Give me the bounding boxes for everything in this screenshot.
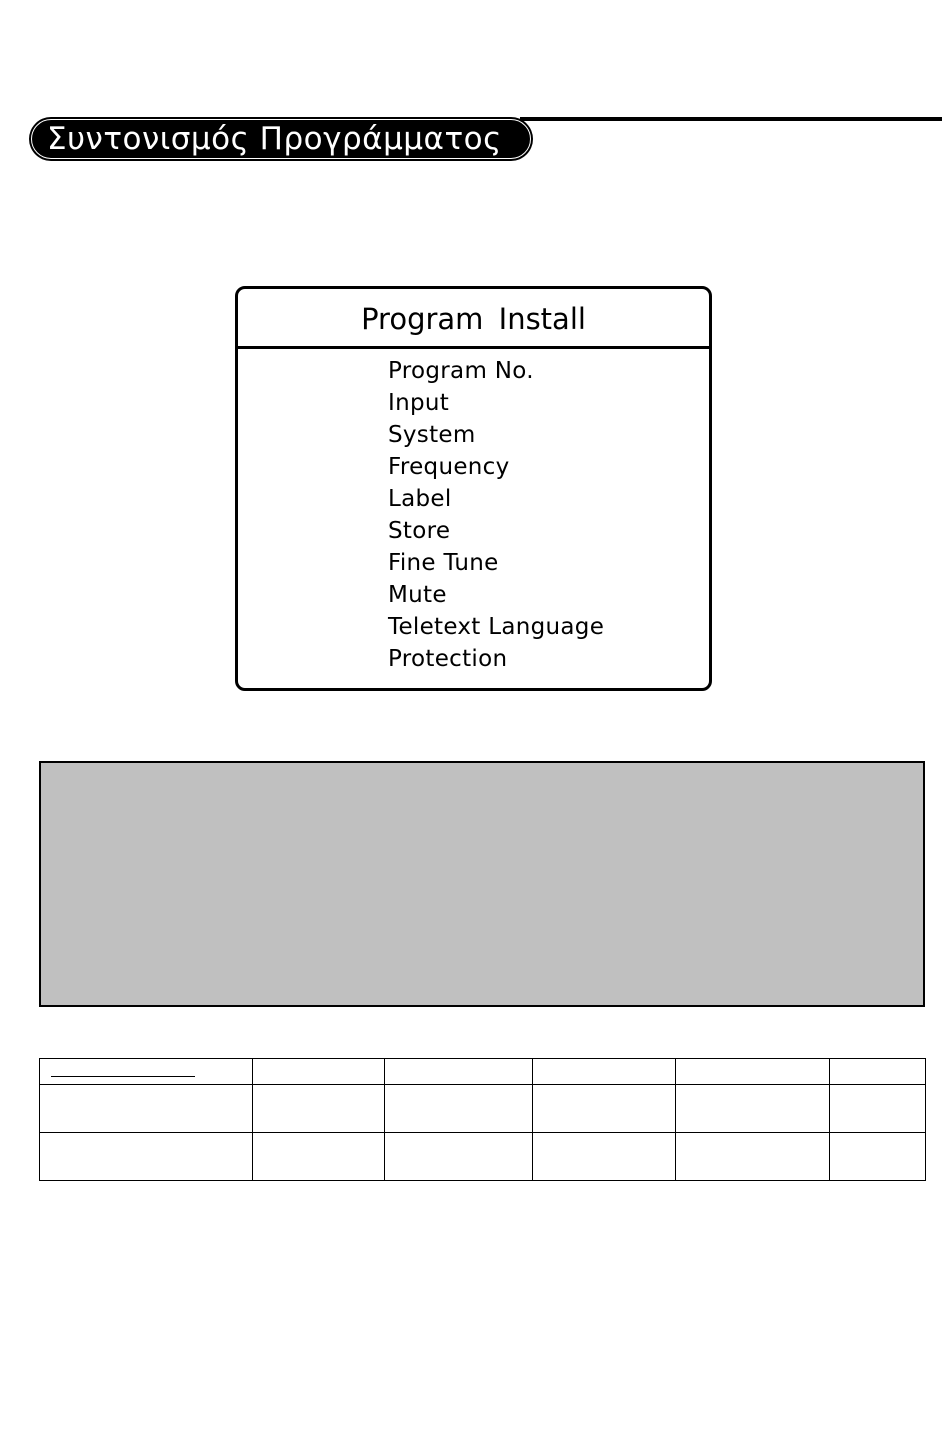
table-cell [385,1085,533,1133]
table-cell [40,1133,253,1181]
header-underline [51,1076,195,1077]
table-cell [533,1133,676,1181]
menu-item-system: System [388,422,476,448]
table-cell [385,1059,533,1085]
empty-table [39,1058,926,1181]
table-cell [253,1133,385,1181]
menu-divider [238,346,709,349]
table-cell [830,1133,926,1181]
table-cell [830,1059,926,1085]
header-rule [520,117,942,121]
table-cell [830,1085,926,1133]
table-row [40,1085,926,1133]
table-cell [676,1085,830,1133]
menu-item-protection: Protection [388,646,508,672]
menu-item-teletext-language: Teletext Language [388,614,605,640]
table-cell [385,1133,533,1181]
menu-item-program-no: Program No. [388,358,534,384]
menu-title: Program Install [361,302,586,336]
section-header [29,117,533,161]
table-cell [676,1059,830,1085]
menu-item-label: Label [388,486,452,512]
table-cell [40,1085,253,1133]
note-box [39,761,925,1007]
menu-item-frequency: Frequency [388,454,510,480]
table-cell [533,1059,676,1085]
table-cell [676,1133,830,1181]
section-title: Συντονισμός Προγράμματος [47,120,502,157]
menu-item-fine-tune: Fine Tune [388,550,499,576]
menu-item-mute: Mute [388,582,447,608]
table-cell [253,1085,385,1133]
table-row [40,1133,926,1181]
table-cell [533,1085,676,1133]
menu-item-list [388,355,604,675]
table-header-row [40,1059,926,1085]
menu-item-store: Store [388,518,451,544]
table-cell [40,1059,253,1085]
table-cell [253,1059,385,1085]
menu-item-input: Input [388,390,450,416]
program-install-menu [235,286,712,691]
